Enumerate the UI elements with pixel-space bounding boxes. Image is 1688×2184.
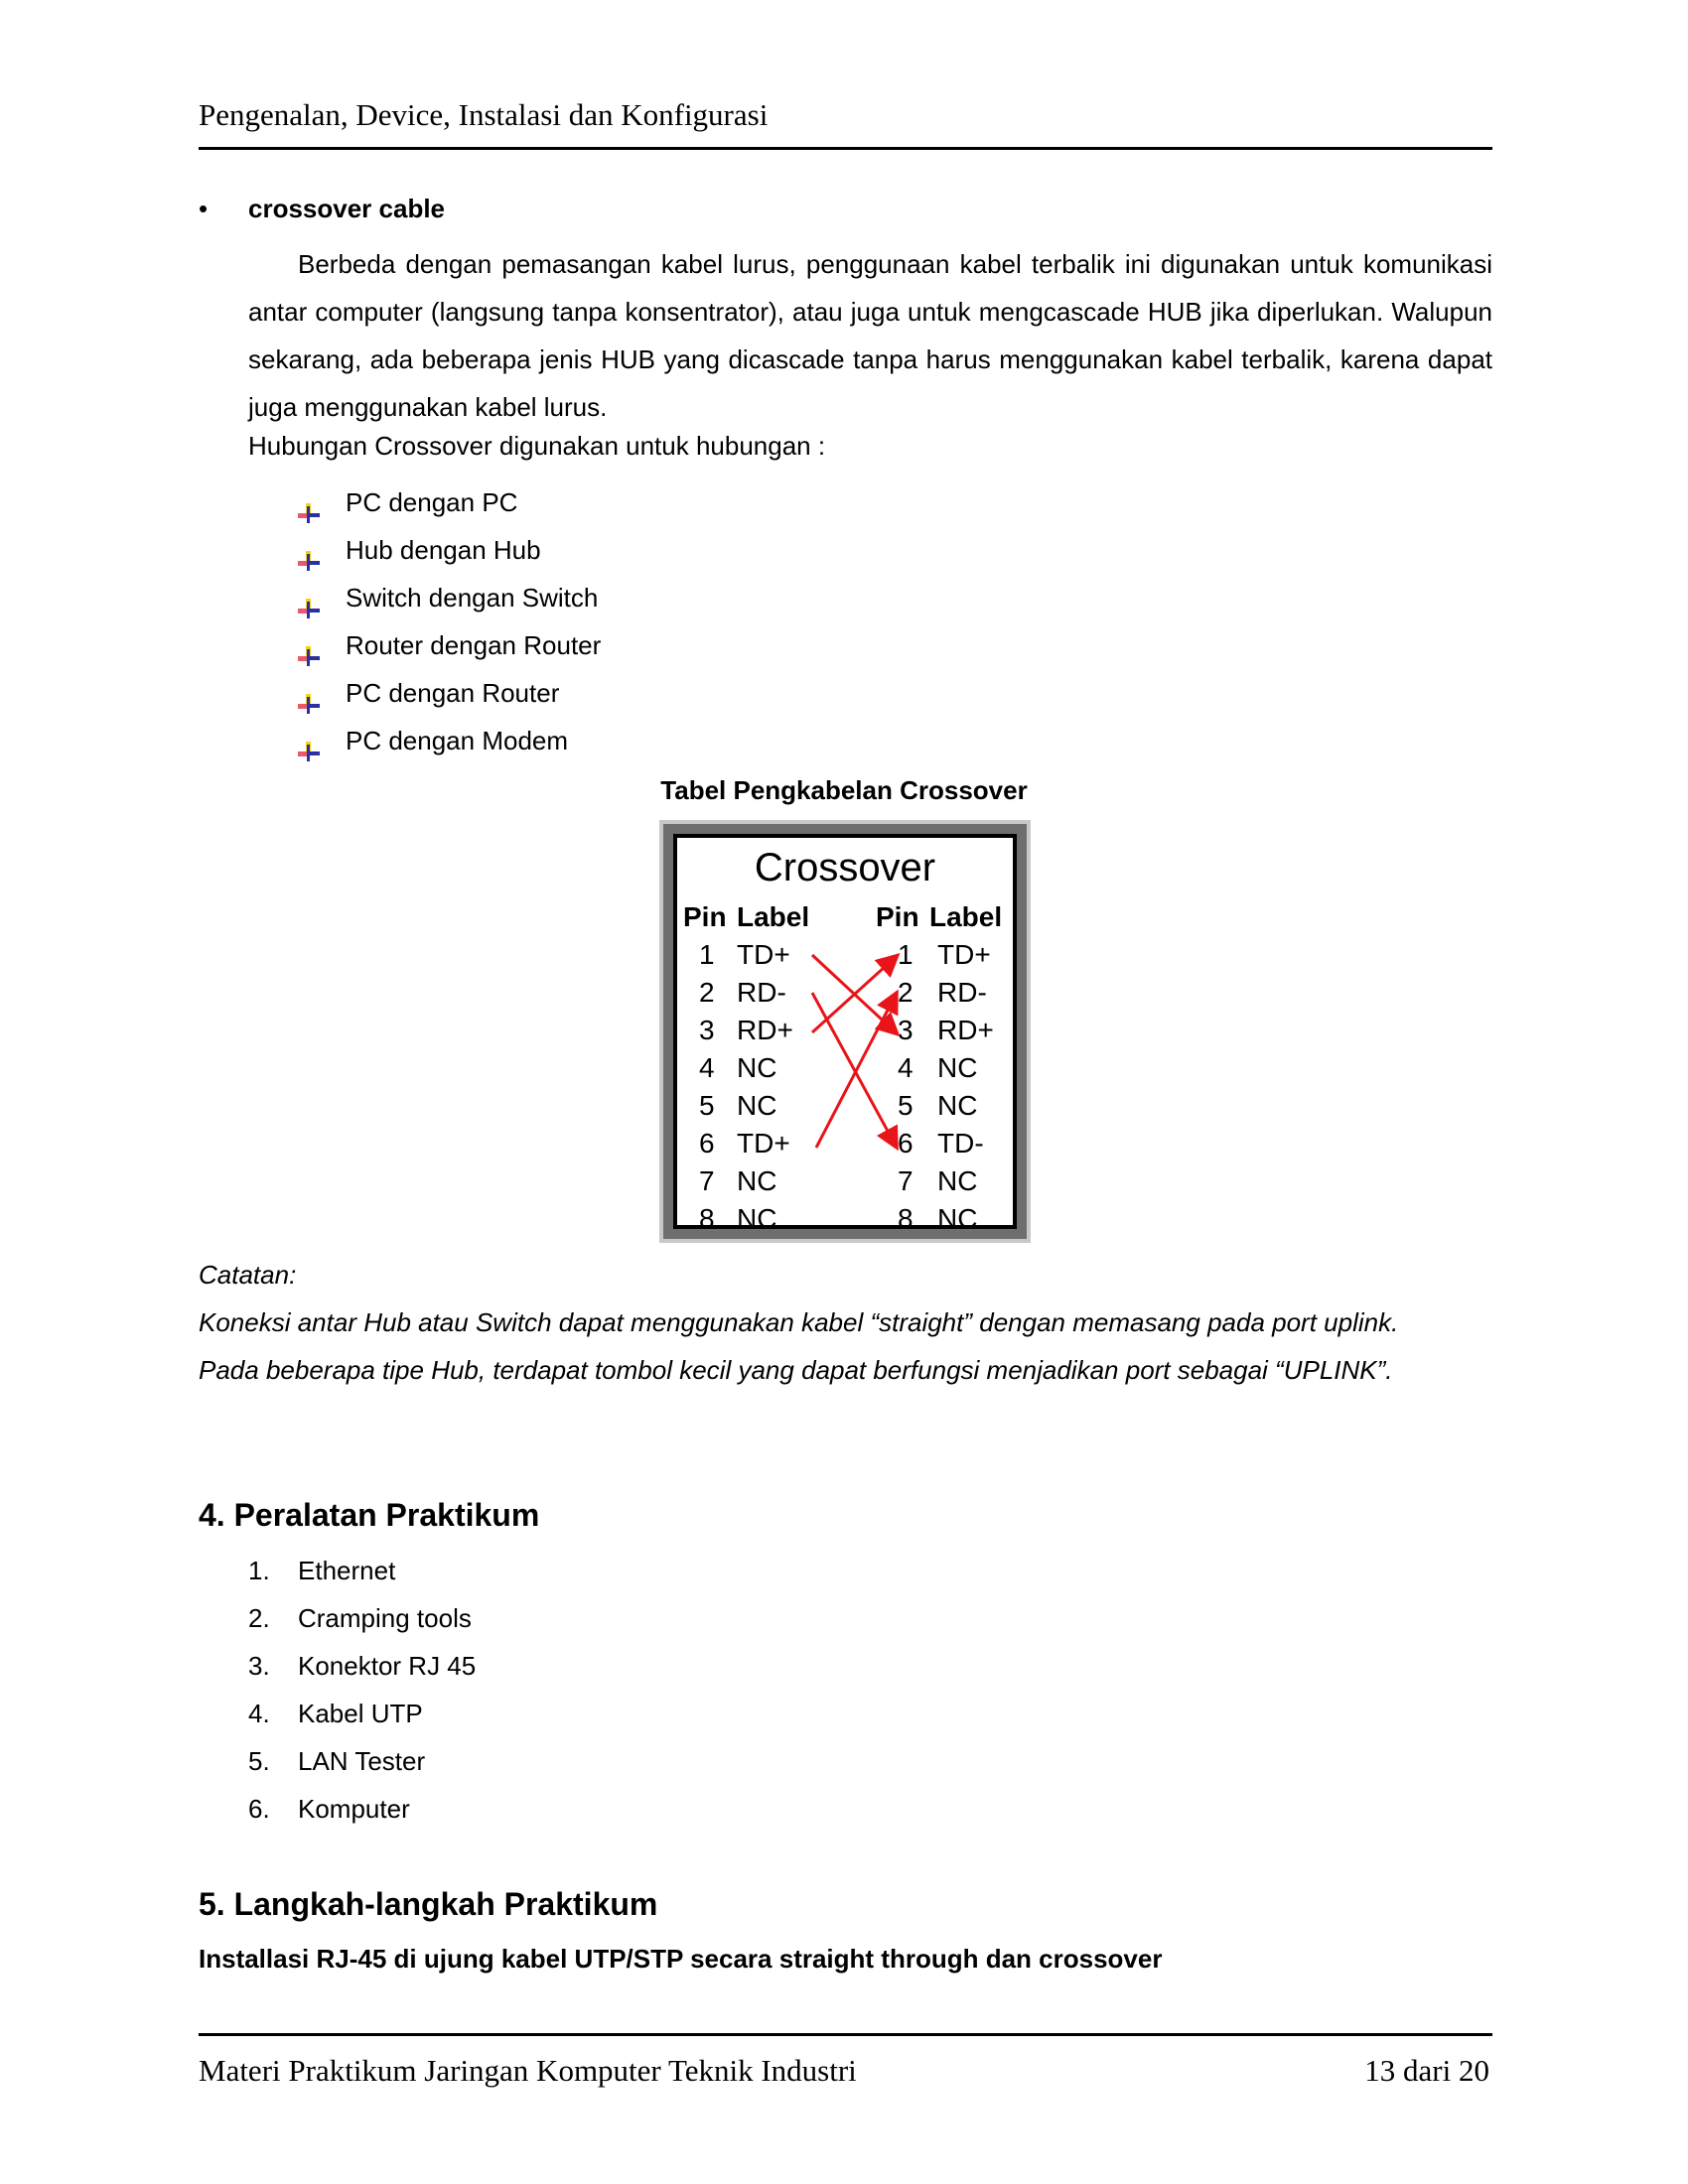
- left-pin: 8: [699, 1203, 715, 1234]
- crossover-diagram: [659, 820, 1031, 1243]
- header-pin-left: Pin: [683, 901, 727, 932]
- page-number: 13 dari 20: [1364, 2053, 1489, 2088]
- right-pin: 7: [898, 1165, 914, 1196]
- left-pin: 5: [699, 1090, 715, 1121]
- list-number: 6.: [248, 1794, 270, 1824]
- table-caption: Tabel Pengkabelan Crossover: [660, 775, 1028, 805]
- left-label: NC: [737, 1052, 777, 1083]
- list-item: [296, 621, 601, 669]
- list-item-text: Hub dengan Hub: [346, 535, 541, 565]
- right-pin: 4: [898, 1052, 914, 1083]
- crossover-diagram-panel: [673, 834, 1017, 1234]
- left-label: TD+: [737, 1128, 790, 1159]
- arrow-down-bullet-icon: [296, 587, 322, 609]
- list-item-text: Kabel UTP: [298, 1699, 423, 1728]
- left-label: NC: [737, 1090, 777, 1121]
- connections-intro: Hubungan Crossover digunakan untuk hubungan :: [248, 431, 826, 461]
- right-pin: 2: [898, 977, 914, 1008]
- right-label: RD+: [937, 1015, 994, 1045]
- list-item-text: Cramping tools: [298, 1603, 472, 1633]
- list-item-text: Switch dengan Switch: [346, 583, 599, 613]
- note-label: Catatan:: [199, 1260, 297, 1290]
- list-number: 2.: [248, 1603, 270, 1633]
- arrow-down-bullet-icon: [296, 682, 322, 704]
- right-pin: 6: [898, 1128, 914, 1159]
- list-item-text: Komputer: [298, 1794, 410, 1824]
- list-number: 1.: [248, 1556, 270, 1585]
- arrow-down-bullet-icon: [296, 539, 322, 561]
- list-item: [296, 717, 601, 764]
- left-pin: 4: [699, 1052, 715, 1083]
- equipment-list: [248, 1547, 476, 1833]
- connections-list: [296, 478, 601, 764]
- list-item: [248, 1547, 476, 1594]
- right-label: NC: [937, 1165, 978, 1196]
- list-item-text: Ethernet: [298, 1556, 396, 1585]
- list-item: [248, 1785, 476, 1833]
- right-label: TD-: [937, 1128, 984, 1159]
- section-5-heading: 5. Langkah-langkah Praktikum: [199, 1886, 658, 1922]
- left-label: RD-: [737, 977, 786, 1008]
- list-item-text: LAN Tester: [298, 1746, 426, 1776]
- right-label: TD+: [937, 939, 991, 970]
- footer-title: Materi Praktikum Jaringan Komputer Teknik Industri: [199, 2053, 857, 2088]
- header-pin-right: Pin: [876, 901, 919, 932]
- left-label: RD+: [737, 1015, 793, 1045]
- crossover-paragraph-text: Berbeda dengan pemasangan kabel lurus, penggunaan kabel terbalik ini digunakan untuk komunikasi antar computer (langsung tanpa konsentrator), atau juga untuk mengcascade HUB jika diperlukan. Walupun sekarang, ada beberapa jenis HUB yang dicascade tanpa harus menggunakan kabel terbalik, karena dapat juga menggunakan kabel lurus.: [248, 249, 1492, 422]
- page-header-title: Pengenalan, Device, Instalasi dan Konfigurasi: [199, 97, 769, 132]
- section-5-subheading: Installasi RJ-45 di ujung kabel UTP/STP secara straight through dan crossover: [199, 1944, 1163, 1974]
- left-pin: 2: [699, 977, 715, 1008]
- bullet-icon: •: [199, 194, 209, 223]
- header-rule: [199, 147, 1492, 150]
- list-number: 3.: [248, 1651, 270, 1681]
- right-label: NC: [937, 1203, 978, 1234]
- note-line-2: Pada beberapa tipe Hub, terdapat tombol kecil yang dapat berfungsi menjadikan port sebagai “UPLINK”.: [199, 1355, 1393, 1385]
- crossover-arrows-icon: [677, 838, 1015, 1227]
- list-item-text: PC dengan Router: [346, 678, 560, 708]
- crossover-cable-title: crossover cable: [248, 194, 446, 223]
- arrow-down-bullet-icon: [296, 634, 322, 656]
- right-label: RD-: [937, 977, 987, 1008]
- list-item-text: PC dengan PC: [346, 487, 518, 517]
- right-pin: 5: [898, 1090, 914, 1121]
- list-item-text: Konektor RJ 45: [298, 1651, 477, 1681]
- left-pin: 1: [699, 939, 715, 970]
- arrow-down-bullet-icon: [296, 491, 322, 513]
- right-label: NC: [937, 1052, 978, 1083]
- header-label-right: Label: [929, 901, 1003, 932]
- header-label-left: Label: [737, 901, 810, 932]
- right-pin: 8: [898, 1203, 914, 1234]
- list-item: [248, 1642, 476, 1690]
- section-4-heading: 4. Peralatan Praktikum: [199, 1497, 540, 1533]
- left-label: NC: [737, 1203, 777, 1234]
- list-item-text: Router dengan Router: [346, 630, 602, 660]
- list-item: [296, 478, 601, 526]
- list-item: [248, 1594, 476, 1642]
- left-pin: 7: [699, 1165, 715, 1196]
- crossover-paragraph: [248, 240, 1492, 431]
- note-line-1: Koneksi antar Hub atau Switch dapat menggunakan kabel “straight” dengan memasang pada port uplink.: [199, 1307, 1399, 1337]
- right-label: NC: [937, 1090, 978, 1121]
- right-pin: 1: [898, 939, 914, 970]
- arrow-down-bullet-icon: [296, 730, 322, 751]
- list-number: 5.: [248, 1746, 270, 1776]
- list-item: [296, 669, 601, 717]
- crossover-diagram-title: Crossover: [754, 846, 936, 889]
- footer-rule: [199, 2033, 1492, 2036]
- list-item: [248, 1690, 476, 1737]
- list-item: [296, 574, 601, 621]
- list-item: [296, 526, 601, 574]
- list-number: 4.: [248, 1699, 270, 1728]
- list-item-text: PC dengan Modem: [346, 726, 569, 755]
- list-item: [248, 1737, 476, 1785]
- left-label: NC: [737, 1165, 777, 1196]
- right-pin: 3: [898, 1015, 914, 1045]
- left-pin: 3: [699, 1015, 715, 1045]
- left-pin: 6: [699, 1128, 715, 1159]
- left-label: TD+: [737, 939, 790, 970]
